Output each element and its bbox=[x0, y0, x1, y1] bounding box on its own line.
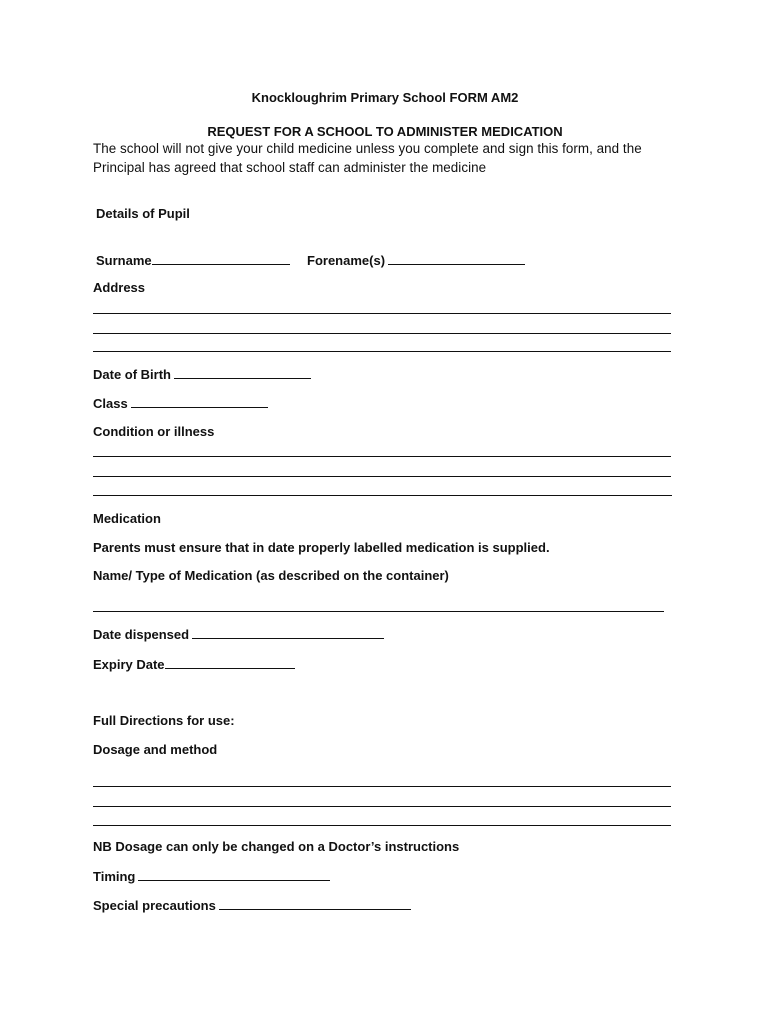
dosage-label: Dosage and method bbox=[93, 742, 218, 757]
precautions-field[interactable] bbox=[219, 897, 411, 910]
date-dispensed-field[interactable] bbox=[192, 626, 384, 639]
dob-row bbox=[93, 366, 311, 383]
form-heading: Knockloughrim Primary School FORM AM2 bbox=[251, 90, 519, 105]
dosage-line[interactable] bbox=[93, 806, 671, 807]
precautions-label: Special precautions bbox=[93, 898, 216, 913]
date-dispensed-row bbox=[93, 626, 384, 643]
class-label: Class bbox=[93, 396, 128, 411]
form-title: REQUEST FOR A SCHOOL TO ADMINISTER MEDICATION bbox=[207, 124, 563, 139]
dosage-line[interactable] bbox=[93, 786, 671, 787]
dob-label: Date of Birth bbox=[93, 367, 171, 382]
dob-field[interactable] bbox=[174, 366, 311, 379]
address-line[interactable] bbox=[93, 313, 671, 314]
medication-name-label: Name/ Type of Medication (as described on the container) bbox=[93, 568, 449, 583]
dosage-line[interactable] bbox=[93, 825, 671, 826]
surname-field[interactable] bbox=[152, 252, 290, 265]
date-dispensed-label: Date dispensed bbox=[93, 627, 190, 642]
timing-row bbox=[93, 868, 330, 885]
forename-label: Forename(s) bbox=[307, 253, 386, 268]
class-field[interactable] bbox=[131, 395, 268, 408]
forename-field[interactable] bbox=[388, 252, 525, 265]
address-label: Address bbox=[93, 280, 146, 295]
surname-label: Surname bbox=[96, 253, 152, 268]
address-line[interactable] bbox=[93, 351, 671, 352]
surname-row bbox=[96, 252, 290, 269]
medication-name-line[interactable] bbox=[93, 611, 664, 612]
pupil-section-label: Details of Pupil bbox=[96, 206, 190, 221]
condition-line[interactable] bbox=[93, 456, 671, 457]
medication-section-label: Medication bbox=[93, 511, 161, 526]
expiry-row bbox=[93, 656, 295, 673]
expiry-field[interactable] bbox=[165, 656, 295, 669]
timing-label: Timing bbox=[93, 869, 136, 884]
medication-note: Parents must ensure that in date properly labelled medication is supplied. bbox=[93, 540, 550, 555]
condition-label: Condition or illness bbox=[93, 424, 215, 439]
intro-text: The school will not give your child medicine unless you complete and sign this form, and the Principal has agreed that school staff can administer the medicine bbox=[93, 141, 642, 175]
dosage-nb-note: NB Dosage can only be changed on a Doctor’s instructions bbox=[93, 839, 460, 854]
directions-label: Full Directions for use: bbox=[93, 713, 235, 728]
address-line[interactable] bbox=[93, 333, 671, 334]
timing-field[interactable] bbox=[138, 868, 330, 881]
expiry-label: Expiry Date bbox=[93, 657, 165, 672]
class-row bbox=[93, 395, 268, 412]
condition-line[interactable] bbox=[93, 495, 672, 496]
condition-line[interactable] bbox=[93, 476, 671, 477]
forename-row bbox=[307, 252, 525, 269]
precautions-row bbox=[93, 897, 411, 914]
